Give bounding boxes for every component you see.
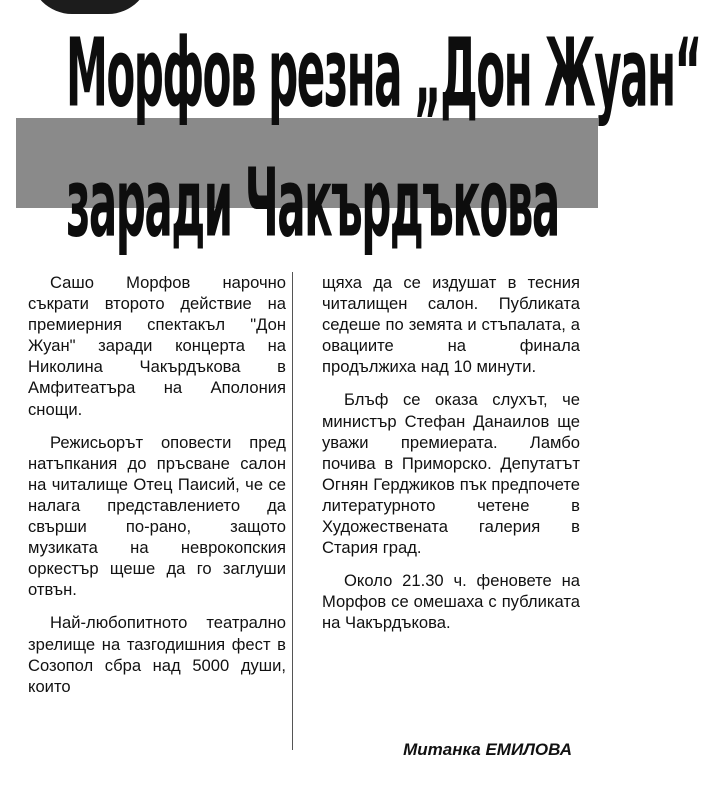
paragraph: Режисьорът оповести пред натъпкания до пръсване салон на читалище Отец Паисий, че се налага представлението да свърши по-рано, защото музиката на неврокопския оркестър щеше да го заглуши отвън. bbox=[28, 432, 286, 600]
author-byline: Митанка ЕМИЛОВА bbox=[403, 740, 572, 759]
paragraph: Блъф се оказа слухът, че министър Стефан Данаилов ще уважи премиерата. Ламбо почива в Приморско. Депутатът Огнян Герджиков пък предпочете литературното четене в Художествената галерия в Стария град. bbox=[322, 390, 580, 558]
headline-block bbox=[0, 0, 701, 260]
article-columns bbox=[28, 272, 580, 732]
paragraph: Сашо Морфов нарочно съкрати второто действие на премиерния спектакъл "Дон Жуан" заради концерта на Николина Чакърдъкова в Амфитеатъра на Аполония снощи. bbox=[28, 273, 286, 419]
paragraph: Най-любопитното театрално зрелище на тазгодишния фест в Созопол сбра над 5000 души, които bbox=[28, 613, 286, 696]
headline-line-1: Морфов резна „Дон Жуан“ bbox=[66, 18, 701, 129]
left-column bbox=[28, 272, 286, 732]
right-column bbox=[322, 272, 580, 732]
column-divider bbox=[292, 272, 293, 750]
paragraph: Около 21.30 ч. феновете на Морфов се омешаха с публиката на Чакърдъкова. bbox=[322, 571, 580, 633]
headline-line-2: заради Чакърдъкова bbox=[66, 148, 559, 259]
paragraph-continuation: щяха да се издушат в тесния читалищен салон. Публиката седеше по земята и стъпалата, а овациите на финала продължиха над 10 минути. bbox=[322, 273, 580, 377]
